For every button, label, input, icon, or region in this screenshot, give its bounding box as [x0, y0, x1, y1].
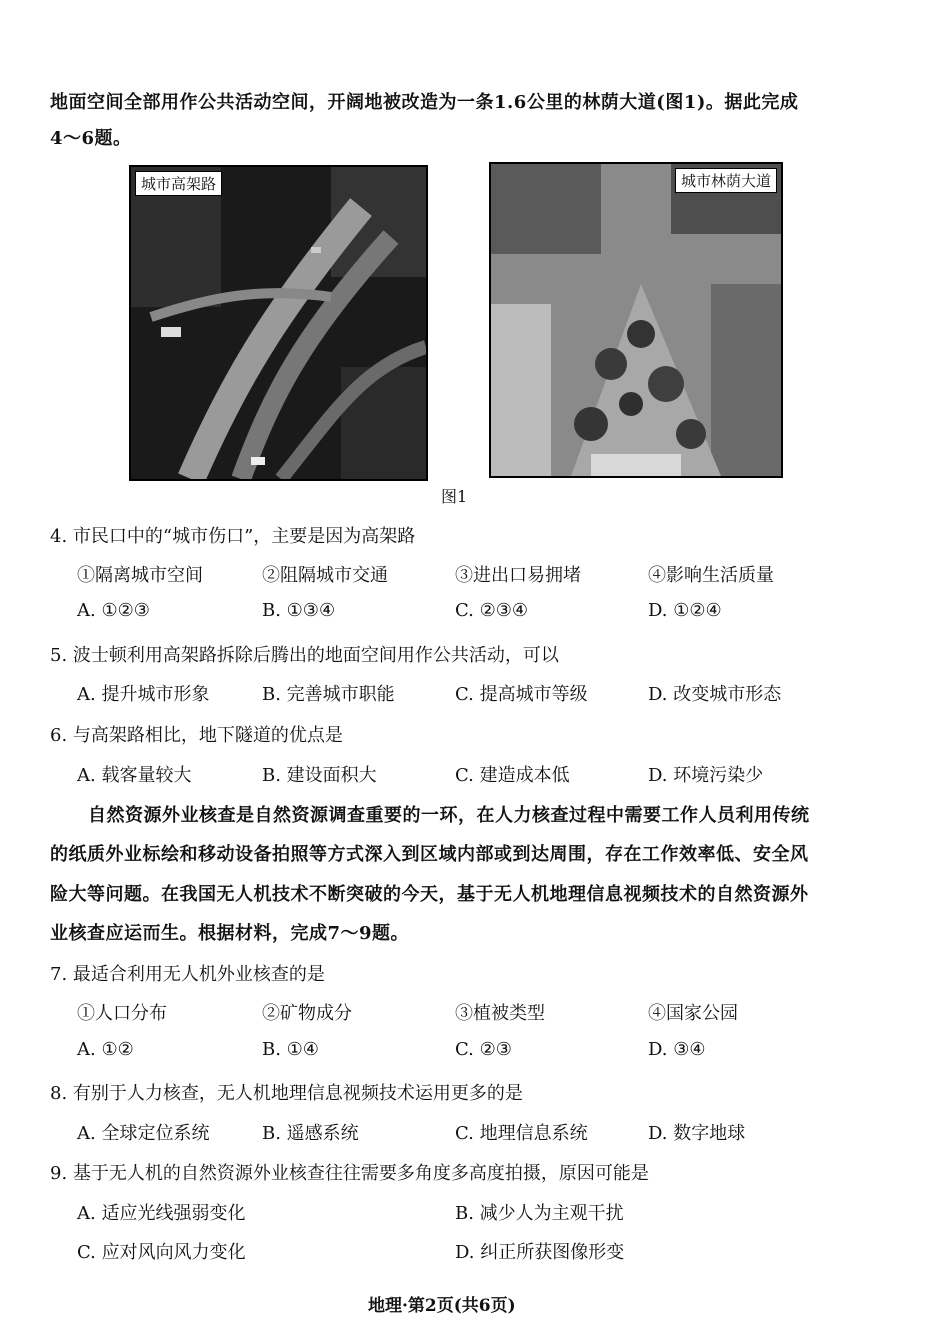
- boulevard-illustration: [491, 164, 781, 476]
- passage-2-line-3: 险大等问题。在我国无人机技术不断突破的今天，基于无人机地理信息视频技术的自然资源外: [50, 884, 809, 905]
- page-footer: 地理·第2页(共6页): [368, 1296, 516, 1316]
- elevated-road-illustration: [131, 167, 426, 479]
- q8-option-a[interactable]: A. 全球定位系统: [77, 1123, 210, 1144]
- intro-line-1: 地面空间全部用作公共活动空间，开阔地被改造为一条1.6公里的林荫大道(图1)。据此完成: [50, 92, 799, 113]
- q5-option-b[interactable]: B. 完善城市职能: [262, 684, 395, 705]
- passage-2-line-2: 的纸质外业标绘和移动设备拍照等方式深入到区域内部或到达周围，存在工作效率低、安全风: [50, 844, 809, 865]
- q5-option-c[interactable]: C. 提高城市等级: [455, 684, 588, 705]
- q9-option-c[interactable]: C. 应对风向风力变化: [77, 1242, 246, 1263]
- q6-option-b[interactable]: B. 建设面积大: [262, 765, 377, 786]
- question-5-stem: 5. 波士顿利用高架路拆除后腾出的地面空间用作公共活动，可以: [50, 645, 559, 666]
- q7-option-b[interactable]: B. ①④: [262, 1039, 319, 1060]
- passage-2-line-1: 自然资源外业核查是自然资源调查重要的一环，在人力核查过程中需要工作人员利用传统: [88, 805, 810, 826]
- passage-2-line-4: 业核查应运而生。根据材料，完成7～9题。: [50, 923, 410, 944]
- q4-item-2: ②阻隔城市交通: [262, 565, 388, 586]
- q4-item-4: ④影响生活质量: [648, 565, 774, 586]
- q9-option-a[interactable]: A. 适应光线强弱变化: [77, 1203, 246, 1224]
- q4-option-a[interactable]: A. ①②③: [77, 600, 150, 621]
- q7-item-3: ③植被类型: [455, 1003, 545, 1024]
- q4-option-d[interactable]: D. ①②④: [648, 600, 722, 621]
- elevated-road-label: 城市高架路: [135, 171, 222, 196]
- q7-option-c[interactable]: C. ②③: [455, 1039, 512, 1060]
- question-6-stem: 6. 与高架路相比，地下隧道的优点是: [50, 725, 343, 746]
- q4-item-3: ③进出口易拥堵: [455, 565, 581, 586]
- q7-option-d[interactable]: D. ③④: [648, 1039, 706, 1060]
- q7-option-a[interactable]: A. ①②: [77, 1039, 134, 1060]
- intro-line-2: 4～6题。: [50, 128, 132, 149]
- q5-option-d[interactable]: D. 改变城市形态: [648, 684, 782, 705]
- question-8-stem: 8. 有别于人力核查，无人机地理信息视频技术运用更多的是: [50, 1083, 523, 1104]
- q9-option-b[interactable]: B. 减少人为主观干扰: [455, 1203, 624, 1224]
- elevated-road-photo: [129, 165, 428, 481]
- boulevard-label: 城市林荫大道: [675, 168, 777, 193]
- boulevard-photo: [489, 162, 783, 478]
- q7-item-4: ④国家公园: [648, 1003, 738, 1024]
- q4-item-1: ①隔离城市空间: [77, 565, 203, 586]
- q7-item-1: ①人口分布: [77, 1003, 167, 1024]
- question-7-stem: 7. 最适合利用无人机外业核查的是: [50, 964, 325, 985]
- q4-option-b[interactable]: B. ①③④: [262, 600, 336, 621]
- question-4-stem: 4. 市民口中的“城市伤口”，主要是因为高架路: [50, 526, 416, 547]
- q8-option-c[interactable]: C. 地理信息系统: [455, 1123, 588, 1144]
- question-9-stem: 9. 基于无人机的自然资源外业核查往往需要多角度多高度拍摄，原因可能是: [50, 1163, 649, 1184]
- figure-caption: 图1: [441, 487, 468, 506]
- q4-option-c[interactable]: C. ②③④: [455, 600, 528, 621]
- q5-option-a[interactable]: A. 提升城市形象: [77, 684, 210, 705]
- q6-option-a[interactable]: A. 载客量较大: [77, 765, 192, 786]
- q8-option-d[interactable]: D. 数字地球: [648, 1123, 746, 1144]
- q6-option-d[interactable]: D. 环境污染少: [648, 765, 764, 786]
- q9-option-d[interactable]: D. 纠正所获图像形变: [455, 1242, 625, 1263]
- q6-option-c[interactable]: C. 建造成本低: [455, 765, 570, 786]
- q8-option-b[interactable]: B. 遥感系统: [262, 1123, 359, 1144]
- q7-item-2: ②矿物成分: [262, 1003, 352, 1024]
